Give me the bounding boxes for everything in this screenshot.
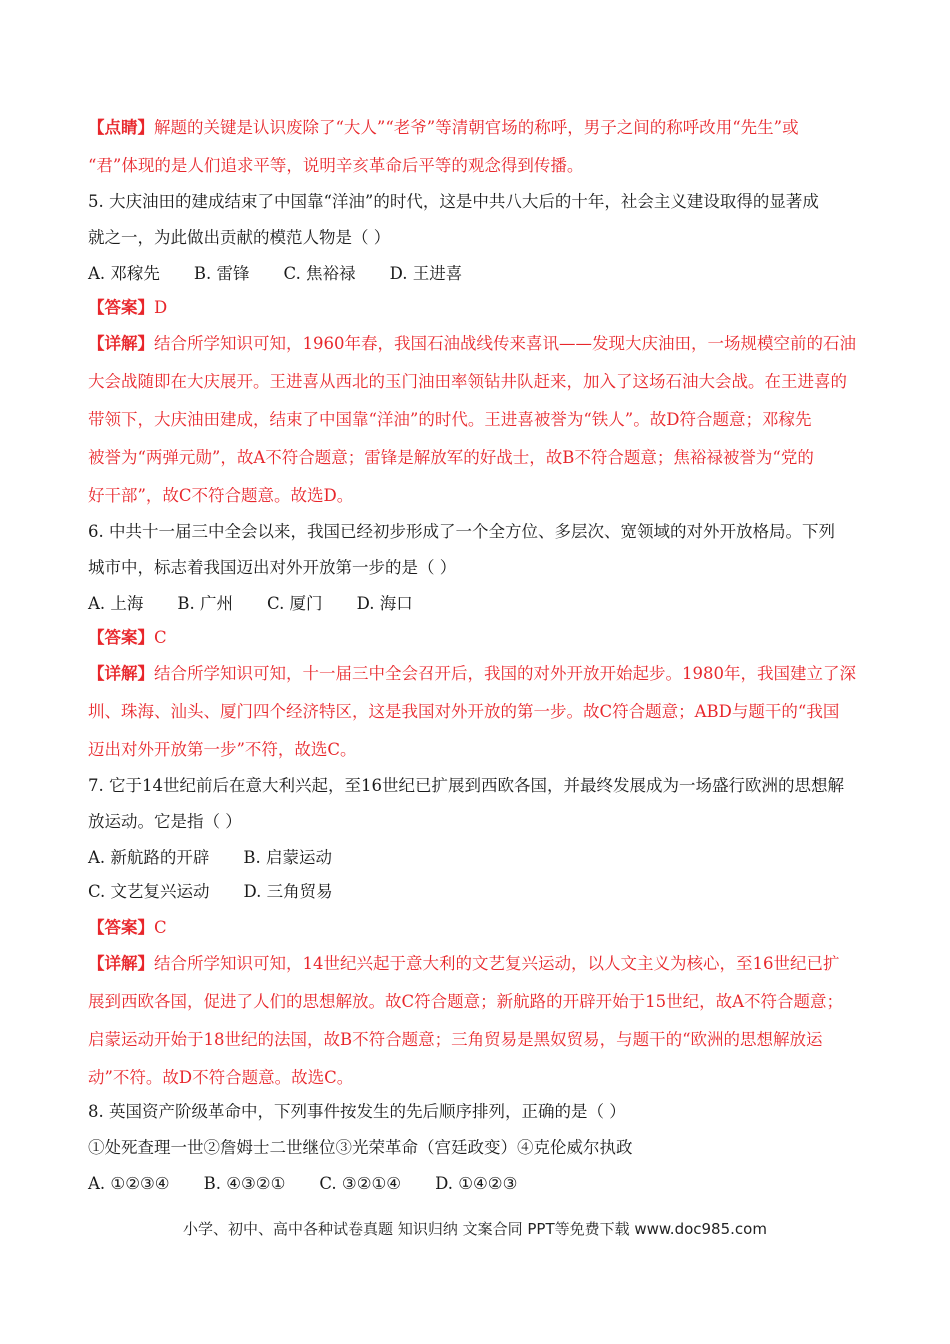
q7-stem-line-2: 放运动。它是指（ ）: [88, 812, 242, 831]
q7-option-d: D. 三角贸易: [243, 882, 333, 901]
q6-options: [88, 594, 413, 614]
q7-detail-tag: 【详解】: [88, 954, 154, 973]
q5-detail-line-5: 好干部”，故C不符合题意。故选D。: [88, 486, 354, 505]
q5-detail-line-2: 大会战随即在大庆展开。王进喜从西北的玉门油田率领钻井队赶来，加入了这场石油大会战。在王进喜的: [88, 372, 847, 391]
q8-option-c: C. ③②①④: [319, 1174, 402, 1193]
hint-line-1: [88, 118, 799, 138]
q8-stem-line-1: 8. 英国资产阶级革命中，下列事件按发生的先后顺序排列，正确的是（ ）: [88, 1102, 626, 1121]
q5-option-c: C. 焦裕禄: [283, 264, 356, 283]
q6-answer-tag: 【答案】: [88, 628, 154, 647]
q5-answer: [88, 298, 167, 318]
q6-option-a: A. 上海: [88, 594, 144, 613]
q5-option-b: B. 雷锋: [193, 264, 250, 283]
q7-answer-tag: 【答案】: [88, 918, 154, 937]
hint-text: 解题的关键是认识废除了“大人”“老爷”等清朝官场的称呼，男子之间的称呼改用“先生”或: [154, 118, 799, 137]
q8-option-d: D. ①④②③: [435, 1174, 518, 1193]
q5-options: [88, 264, 462, 284]
q6-stem-line-2: 城市中，标志着我国迈出对外开放第一步的是（ ）: [88, 558, 457, 577]
q7-answer: [88, 918, 167, 938]
page-footer: 小学、初中、高中各种试卷真题 知识归纳 文案合同 PPT等免费下载 www.doc985.com: [183, 1220, 767, 1238]
q5-detail-line-3: 带领下，大庆油田建成，结束了中国靠“洋油”的时代。王进喜被誉为“铁人”。故D符合题意；邓稼先: [88, 410, 812, 429]
q7-answer-value: C: [154, 918, 167, 937]
q6-detail-tag: 【详解】: [88, 664, 154, 683]
q7-options-row-1: [88, 848, 332, 868]
q7-option-a: A. 新航路的开辟: [88, 848, 210, 867]
q6-option-b: B. 广州: [177, 594, 234, 613]
q7-detail-line-4: 动”不符。故D不符合题意。故选C。: [88, 1068, 354, 1087]
q6-detail-line-2: 圳、珠海、汕头、厦门四个经济特区，这是我国对外开放的第一步。故C符合题意；ABD与题干的“我国: [88, 702, 840, 721]
q5-answer-value: D: [154, 298, 168, 317]
q5-option-a: A. 邓稼先: [88, 264, 160, 283]
q5-option-d: D. 王进喜: [389, 264, 463, 283]
q8-option-b: B. ④③②①: [203, 1174, 286, 1193]
q7-detail-line-1: 【详解】结合所学知识可知，14世纪兴起于意大利的文艺复兴运动，以人文主义为核心，至16世纪已扩: [88, 954, 840, 973]
q5-detail-tag: 【详解】: [88, 334, 154, 353]
q7-option-c: C. 文艺复兴运动: [88, 882, 210, 901]
q6-option-c: C. 厦门: [267, 594, 323, 613]
q7-detail-line-2: 展到西欧各国，促进了人们的思想解放。故C符合题意；新航路的开辟开始于15世纪，故A不符合题意；: [88, 992, 844, 1011]
q5-detail-line-1: 【详解】结合所学知识可知，1960年春，我国石油战线传来喜讯——发现大庆油田，一场规模空前的石油: [88, 334, 856, 353]
q7-option-b: B. 启蒙运动: [243, 848, 333, 867]
q5-answer-tag: 【答案】: [88, 298, 154, 317]
hint-line-2: “君”体现的是人们追求平等，说明辛亥革命后平等的观念得到传播。: [88, 156, 584, 175]
q6-detail-line-1: 【详解】结合所学知识可知，十一届三中全会召开后，我国的对外开放开始起步。1980年，我国建立了深: [88, 664, 856, 683]
hint-tag: 【点睛】: [88, 118, 154, 137]
q6-detail-line-3: 迈出对外开放第一步”不符，故选C。: [88, 740, 357, 759]
q5-stem-line-1: 5. 大庆油田的建成结束了中国靠“洋油”的时代，这是中共八大后的十年，社会主义建设取得的显著成: [88, 192, 819, 211]
q5-stem-line-2: 就之一，为此做出贡献的模范人物是（ ）: [88, 228, 391, 247]
q8-stem-line-2: ①处死查理一世②詹姆士二世继位③光荣革命（宫廷政变）④克伦威尔执政: [88, 1138, 633, 1157]
q5-detail-line-4: 被誉为“两弹元勋”，故A不符合题意；雷锋是解放军的好战士，故B不符合题意；焦裕禄被誉为“党的: [88, 448, 814, 467]
q8-option-a: A. ①②③④: [88, 1174, 170, 1193]
q7-detail-line-3: 启蒙运动开始于18世纪的法国，故B不符合题意；三角贸易是黑奴贸易，与题干的“欧洲的思想解放运: [88, 1030, 823, 1049]
q6-stem-line-1: 6. 中共十一届三中全会以来，我国已经初步形成了一个全方位、多层次、宽领域的对外开放格局。下列: [88, 522, 835, 541]
q6-answer: [88, 628, 167, 648]
q6-answer-value: C: [154, 628, 167, 647]
q7-options-row-2: [88, 882, 333, 902]
q7-stem-line-1: 7. 它于14世纪前后在意大利兴起，至16世纪已扩展到西欧各国，并最终发展成为一场盛行欧洲的思想解: [88, 776, 844, 795]
q8-options: [88, 1174, 517, 1194]
q6-option-d: D. 海口: [356, 594, 413, 613]
